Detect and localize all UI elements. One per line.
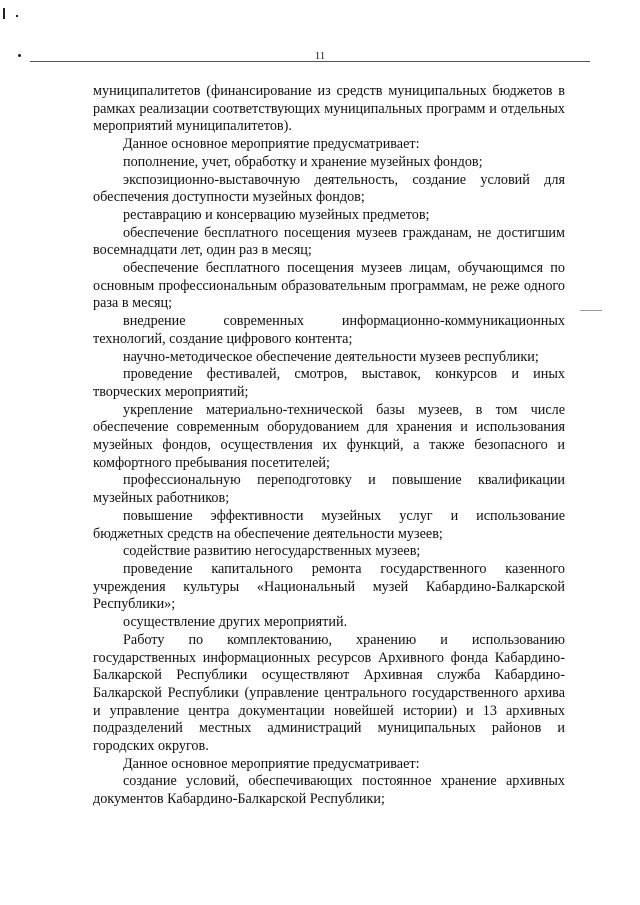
paragraph: Данное основное мероприятие предусматривает: — [123, 755, 420, 772]
paragraph: пополнение, учет, обработку и хранение музейных фондов; — [123, 153, 483, 170]
body-text — [93, 83, 565, 809]
paragraph: экспозиционно-выставочную деятельность, создание условий для обеспечения доступности музейных фондов; — [93, 171, 565, 206]
paragraph: создание условий, обеспечивающих постоянное хранение архивных документов Кабардино-Балкарской Республики; — [93, 773, 565, 808]
paragraph: укрепление материально-технической базы музеев, в том числе обеспечение современным оборудованием для хранения и использования музейных фондов, осуществления их функций, а также безопасного и комфортного пребывания посетителей; — [93, 401, 565, 471]
page-number: 11 — [314, 50, 326, 62]
paragraph: проведение капитального ремонта государственного казенного учреждения культуры «Национальный музей Кабардино-Балкарской Республики»; — [93, 560, 565, 613]
paragraph: проведение фестивалей, смотров, выставок, конкурсов и иных творческих мероприятий; — [93, 366, 565, 400]
scan-artifact — [3, 8, 5, 19]
scan-artifact — [16, 15, 18, 17]
paragraph: повышение эффективности музейных услуг и использование бюджетных средств на обеспечение деятельности музеев; — [93, 507, 565, 542]
paragraph: реставрацию и консервацию музейных предметов; — [123, 206, 430, 223]
paragraph: обеспечение бесплатного посещения музеев гражданам, не достигшим восемнадцати лет, один раз в месяц; — [93, 224, 565, 259]
paragraph: внедрение современных информационно-коммуникационных технологий, создание цифрового контента; — [93, 313, 565, 347]
paragraph: муниципалитетов (финансирование из средств муниципальных бюджетов в рамках реализации соответствующих муниципальных программ и отдельных мероприятий муниципалитетов). — [93, 83, 565, 135]
paragraph: научно-методическое обеспечение деятельности музеев республики; — [123, 348, 539, 365]
paragraph: Работу по комплектованию, хранению и использованию государственных информационных ресурсов Архивного фонда Кабардино-Балкарской Республики осуществляют Архивная служба Кабардино-Балкарской Республики (управление центрального государственного архива и управление центра документации новейшей истории) и 13 архивных подразделений местных администраций муниципальных районов и городских округов. — [93, 631, 565, 755]
paragraph: осуществление других мероприятий. — [123, 614, 348, 631]
paragraph: содействие развитию негосударственных музеев; — [123, 543, 421, 560]
scan-artifact — [580, 310, 602, 311]
paragraph: профессиональную переподготовку и повышение квалификации музейных работников; — [93, 472, 565, 507]
paragraph: обеспечение бесплатного посещения музеев лицам, обучающимся по основным профессиональным образовательным программам, не реже одного раза в месяц; — [93, 260, 565, 312]
paragraph: Данное основное мероприятие предусматривает: — [123, 136, 420, 153]
header-rule — [30, 61, 590, 62]
